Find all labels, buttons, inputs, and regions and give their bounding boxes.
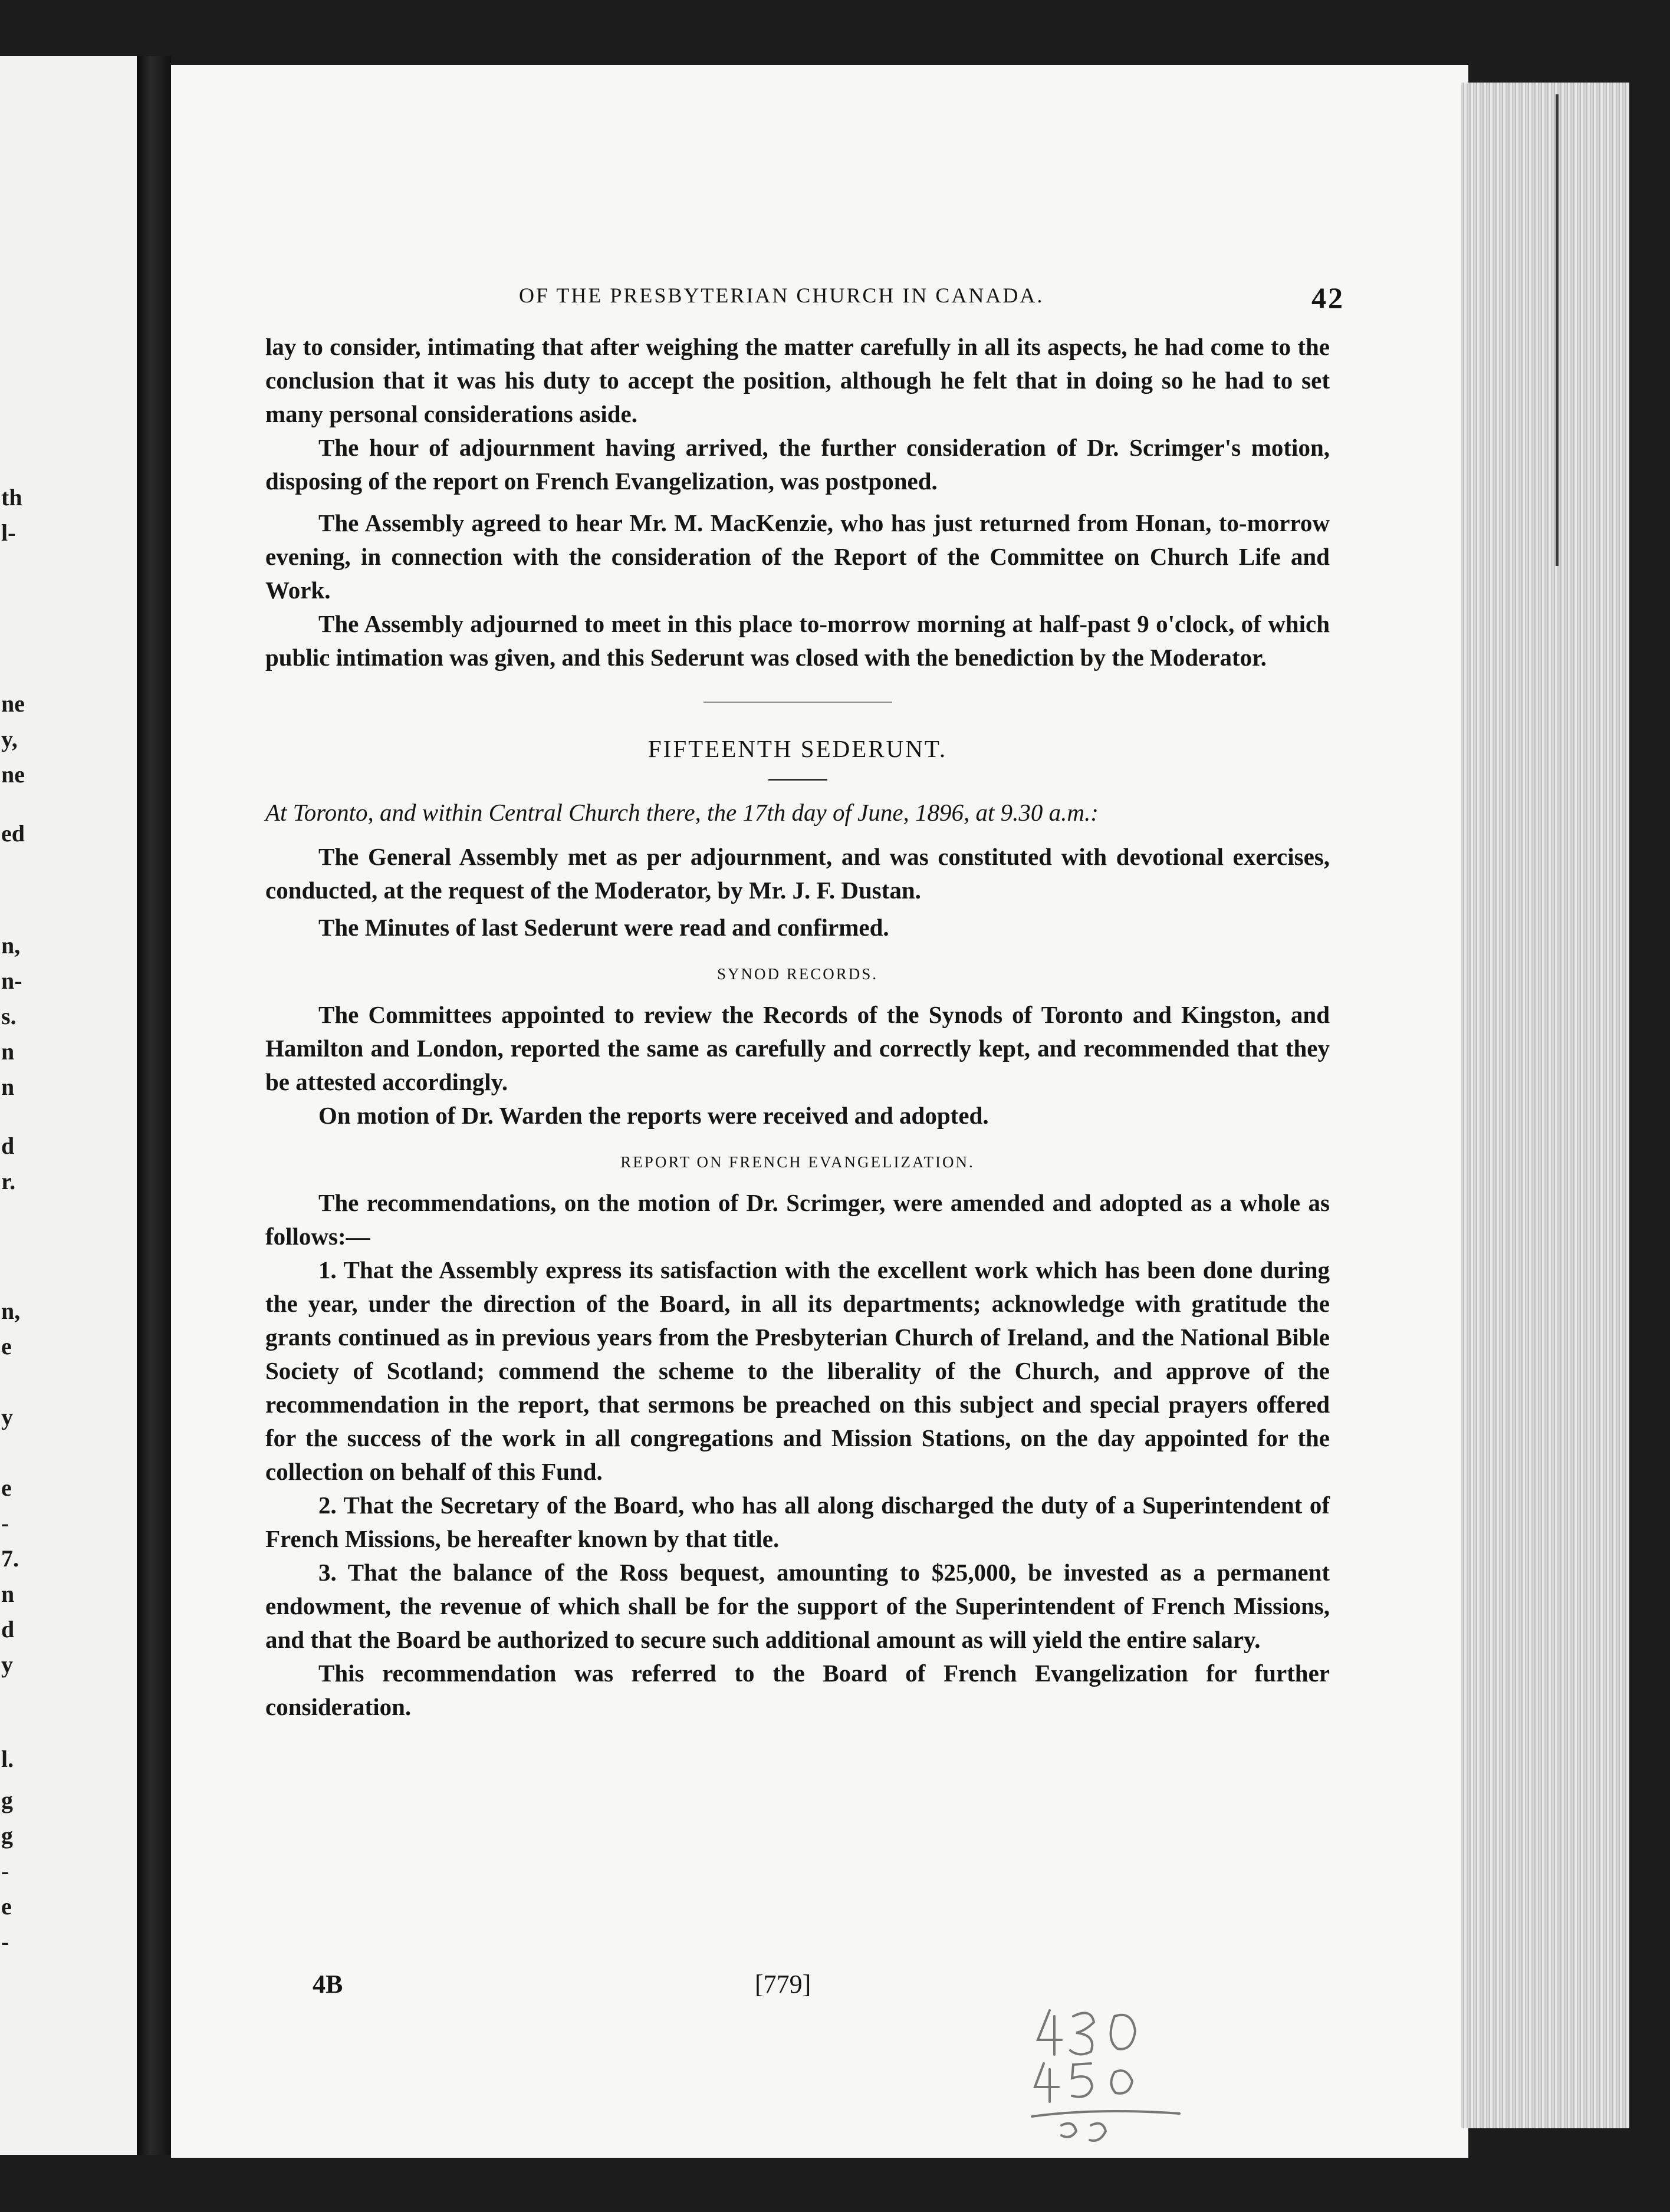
left-page-fragment: 7.	[1, 1545, 19, 1572]
page-number: 42	[1311, 281, 1344, 314]
left-page-fragment: n	[1, 1074, 15, 1100]
page-edges	[1461, 83, 1629, 2128]
left-page-sliver	[0, 56, 137, 2155]
handwritten-pencil-note	[1026, 1999, 1250, 2146]
left-page-fragment: d	[1, 1616, 15, 1642]
paragraph: 2. That the Secretary of the Board, who has all along discharged the duty of a Superintendent of French Missions, be hereafter known by that title.	[265, 1492, 1330, 1552]
dateline: At Toronto, and within Central Church there, the 17th day of June, 1896, at 9.30 a.m.:	[265, 799, 1099, 826]
left-page-fragment: n	[1, 1038, 15, 1065]
book-gutter	[137, 56, 171, 2155]
paragraph: 1. That the Assembly express its satisfaction with the excellent work which has been done during the year, under the direction of the Board, in all its departments; acknowledge with gratitude the grants continued as in previous years from the Presbyterian Church of Ireland, and the National Bible Society of Scotland; commend the scheme to the liberality of the Church, and approve of the recommendation in the report, that sermons be preached on this subject and special prayers offered for the success of the work in all congregations and Mission Stations, on the day appointed for the collection on behalf of this Fund.	[265, 1256, 1330, 1485]
paragraph: The Assembly agreed to hear Mr. M. MacKenzie, who has just returned from Honan, to-morrow evening, in connection with the consideration of the Report of the Committee on Church Life and Work.	[265, 509, 1330, 604]
left-page-fragment: ne	[1, 690, 25, 717]
running-head-title: OF THE PRESBYTERIAN CHURCH IN CANADA.	[519, 284, 1044, 307]
section-divider	[703, 702, 892, 703]
signature-mark: 4B	[313, 1970, 343, 1999]
left-page-fragment: -	[1, 1928, 9, 1955]
left-page-fragment: ed	[1, 820, 25, 847]
left-page-fragment: l.	[1, 1746, 14, 1772]
paragraph: The Minutes of last Sederunt were read and confirmed.	[318, 914, 889, 941]
left-page-fragment: y	[1, 1651, 13, 1678]
paragraph: On motion of Dr. Warden the reports were received and adopted.	[318, 1102, 989, 1129]
left-page-fragment: s.	[1, 1003, 17, 1029]
left-page-fragment: n	[1, 1581, 15, 1607]
body-text	[265, 330, 1330, 1724]
paragraph: The Committees appointed to review the Records of the Synods of Toronto and Kingston, and Hamilton and London, reported the same as carefully and correctly kept, and recommended that they be attested accordingly.	[265, 1001, 1330, 1095]
paragraph: 3. That the balance of the Ross bequest, amounting to $25,000, be invested as a permanent endowment, the revenue of which shall be for the support of the Superintendent of French Missions, and that the Board be authorized to secure such additional amount as will yield the entire salary.	[265, 1559, 1330, 1653]
left-page-fragment: n,	[1, 932, 21, 959]
left-page-fragment: -	[1, 1510, 9, 1536]
left-page-fragment: e	[1, 1333, 12, 1360]
page-edge-mark	[1556, 94, 1559, 566]
left-page-fragment: l-	[1, 519, 16, 546]
left-page-fragment: -	[1, 1858, 9, 1884]
subsection-heading: SYNOD RECORDS.	[716, 965, 879, 983]
left-page-fragment: th	[1, 484, 22, 511]
left-page-fragment: ne	[1, 761, 25, 788]
left-page-fragment: e	[1, 1474, 12, 1501]
title-rule	[768, 779, 827, 781]
paragraph: lay to consider, intimating that after weighing the matter carefully in all its aspects, he had come to the conclusion that it was his duty to accept the position, although he felt that in doing so he had to set many personal considerations aside.	[265, 333, 1330, 427]
left-page-fragment: n-	[1, 967, 22, 994]
left-page-fragment: y,	[1, 726, 18, 752]
left-page-fragment: r.	[1, 1168, 16, 1194]
section-title: FIFTEENTH SEDERUNT.	[647, 735, 948, 762]
left-page-fragment: g	[1, 1787, 13, 1813]
subsection-heading: REPORT ON FRENCH EVANGELIZATION.	[620, 1153, 975, 1171]
paragraph: The recommendations, on the motion of Dr. Scrimger, were amended and adopted as a whole as follows:—	[265, 1189, 1330, 1250]
bracket-page-number: [779]	[755, 1970, 811, 1999]
paragraph: This recommendation was referred to the Board of French Evangelization for further consideration.	[265, 1660, 1330, 1720]
left-page-fragment: e	[1, 1893, 12, 1920]
paragraph: The General Assembly met as per adjournment, and was constituted with devotional exercises, conducted, at the request of the Moderator, by Mr. J. F. Dustan.	[265, 843, 1330, 904]
left-page-fragment: n,	[1, 1298, 21, 1324]
left-page-fragment: y	[1, 1404, 13, 1430]
paragraph: The Assembly adjourned to meet in this place to-morrow morning at half-past 9 o'clock, of which public intimation was given, and this Sederunt was closed with the benediction by the Moderator.	[265, 610, 1330, 671]
paragraph: The hour of adjournment having arrived, the further consideration of Dr. Scrimger's motion, disposing of the report on French Evangelization, was postponed.	[265, 434, 1330, 495]
left-page-fragment: d	[1, 1133, 15, 1159]
left-page-fragment: g	[1, 1822, 13, 1849]
